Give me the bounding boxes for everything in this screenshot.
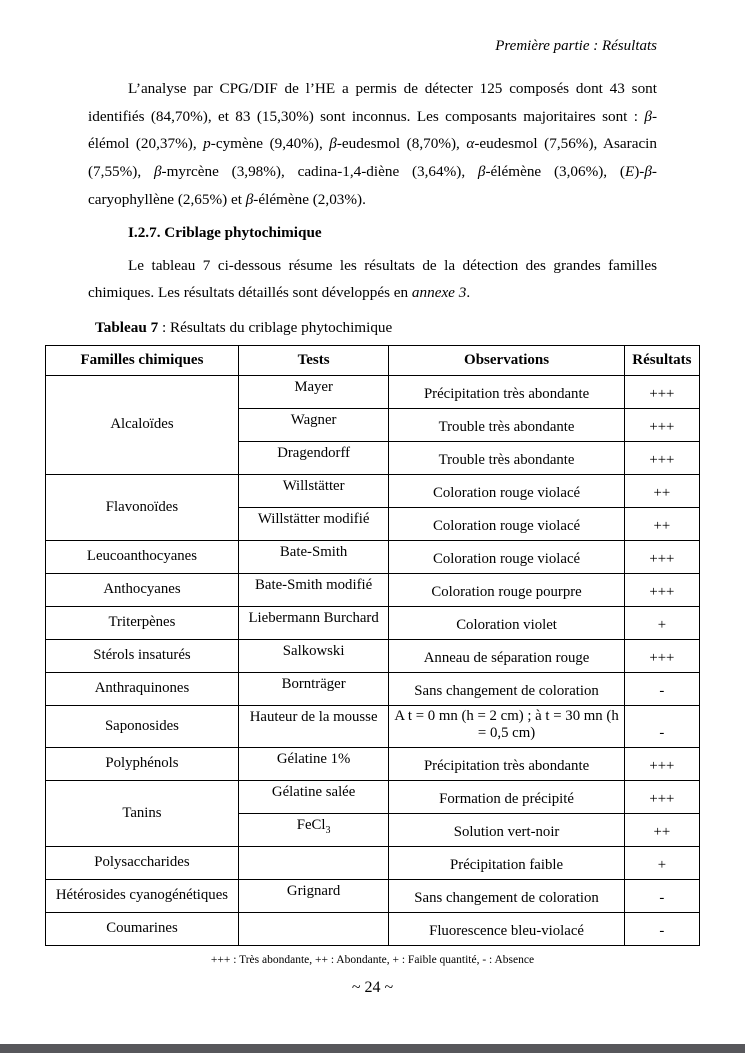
table-legend: +++ : Très abondante, ++ : Abondante, + : Faible quantité, - : Absence	[210, 953, 535, 966]
result-cell: +++	[624, 639, 699, 672]
famille-cell: Polyphénols	[46, 747, 239, 780]
table-row	[46, 780, 700, 813]
table-row	[46, 639, 700, 672]
table-header-row	[46, 345, 700, 375]
test-cell	[238, 912, 388, 945]
result-cell: ++	[624, 474, 699, 507]
observation-cell: Précipitation faible	[389, 846, 624, 879]
test-cell: Mayer	[238, 375, 388, 408]
famille-cell: Anthraquinones	[46, 672, 239, 705]
famille-cell: Anthocyanes	[46, 573, 239, 606]
observation-cell: Coloration rouge pourpre	[389, 573, 624, 606]
col-header-resultats: Résultats	[624, 345, 699, 375]
test-cell: Willstätter modifié	[238, 507, 388, 540]
famille-cell: Hétérosides cyanogénétiques	[46, 879, 239, 912]
result-cell: ++	[624, 507, 699, 540]
result-cell: -	[624, 705, 699, 747]
famille-cell: Saponosides	[46, 705, 239, 747]
result-cell: +++	[624, 780, 699, 813]
observation-cell: Anneau de séparation rouge	[389, 639, 624, 672]
table-row	[46, 375, 700, 408]
observation-cell: Coloration rouge violacé	[389, 540, 624, 573]
paragraph-analysis: L’analyse par CPG/DIF de l’HE a permis de détecter 125 composés dont 43 sont identifiés (84,70%), et 83 (15,30%) sont inconnus. Les composants majoritaires sont : β-élémol (20,37%), p-cymène (9,40%), β-eudesmol (8,70%), α-eudesmol (7,56%), Asaracin (7,55%), β-myrcène (3,98%), cadina-1,4-diène (3,64%), β-élémène (3,06%), (E)-β-caryophyllène (2,65%) et β-élémène (2,03%).	[88, 80, 657, 208]
test-cell: Gélatine salée	[238, 780, 388, 813]
result-cell: +	[624, 846, 699, 879]
running-header: Première partie : Résultats	[495, 38, 657, 54]
table-row	[46, 672, 700, 705]
famille-cell: Polysaccharides	[46, 846, 239, 879]
result-cell: +++	[624, 573, 699, 606]
table-row	[46, 846, 700, 879]
test-cell: Liebermann Burchard	[238, 606, 388, 639]
observation-cell: Trouble très abondante	[389, 441, 624, 474]
famille-cell: Triterpènes	[46, 606, 239, 639]
col-header-tests: Tests	[238, 345, 388, 375]
table-row	[46, 747, 700, 780]
result-cell: -	[624, 912, 699, 945]
famille-cell: Flavonoïdes	[46, 474, 239, 540]
test-cell: Bornträger	[238, 672, 388, 705]
result-cell: +++	[624, 540, 699, 573]
test-cell: Salkowski	[238, 639, 388, 672]
table-caption: Tableau 7 : Résultats du criblage phytochimique	[95, 318, 393, 336]
col-header-observations: Observations	[389, 345, 624, 375]
result-cell: +++	[624, 441, 699, 474]
table-row	[46, 879, 700, 912]
page-number: ~ 24 ~	[351, 978, 394, 996]
famille-cell: Coumarines	[46, 912, 239, 945]
observation-cell: Sans changement de coloration	[389, 672, 624, 705]
phytochem-table	[45, 345, 700, 946]
observation-cell: Coloration rouge violacé	[389, 474, 624, 507]
page-bottom-edge	[0, 1044, 745, 1053]
observation-cell: Formation de précipité	[389, 780, 624, 813]
test-cell: Dragendorff	[238, 441, 388, 474]
test-cell: Bate-Smith	[238, 540, 388, 573]
table-row	[46, 540, 700, 573]
test-cell: Gélatine 1%	[238, 747, 388, 780]
observation-cell: Sans changement de coloration	[389, 879, 624, 912]
famille-cell: Tanins	[46, 780, 239, 846]
observation-cell: Coloration violet	[389, 606, 624, 639]
observation-cell: Précipitation très abondante	[389, 375, 624, 408]
table-row	[46, 606, 700, 639]
table-row	[46, 573, 700, 606]
test-cell: Bate-Smith modifié	[238, 573, 388, 606]
observation-cell: Trouble très abondante	[389, 408, 624, 441]
result-cell: ++	[624, 813, 699, 846]
result-cell: +++	[624, 408, 699, 441]
result-cell: +++	[624, 375, 699, 408]
table-row	[46, 474, 700, 507]
col-header-familles: Familles chimiques	[46, 345, 239, 375]
test-cell	[238, 846, 388, 879]
result-cell: +++	[624, 747, 699, 780]
test-cell: Willstätter	[238, 474, 388, 507]
test-cell: Wagner	[238, 408, 388, 441]
result-cell: -	[624, 672, 699, 705]
famille-cell: Stérols insaturés	[46, 639, 239, 672]
famille-cell: Alcaloïdes	[46, 375, 239, 474]
test-cell: Grignard	[238, 879, 388, 912]
phytochem-table-body	[46, 375, 700, 945]
result-cell: +	[624, 606, 699, 639]
result-cell: -	[624, 879, 699, 912]
observation-cell: A t = 0 mn (h = 2 cm) ; à t = 30 mn (h = 0,5 cm)	[389, 705, 624, 747]
observation-cell: Solution vert-noir	[389, 813, 624, 846]
observation-cell: Coloration rouge violacé	[389, 507, 624, 540]
table-row	[46, 705, 700, 747]
test-cell: FeCl$_3$	[238, 813, 388, 846]
famille-cell: Leucoanthocyanes	[46, 540, 239, 573]
section-heading: I.2.7. Criblage phytochimique	[128, 224, 322, 242]
observation-cell: Précipitation très abondante	[389, 747, 624, 780]
observation-cell: Fluorescence bleu-violacé	[389, 912, 624, 945]
paragraph-table-intro: Le tableau 7 ci-dessous résume les résultats de la détection des grandes familles chimiques. Les résultats détaillés sont développés en annexe 3.	[88, 256, 657, 302]
table-row	[46, 912, 700, 945]
test-cell: Hauteur de la mousse	[238, 705, 388, 747]
